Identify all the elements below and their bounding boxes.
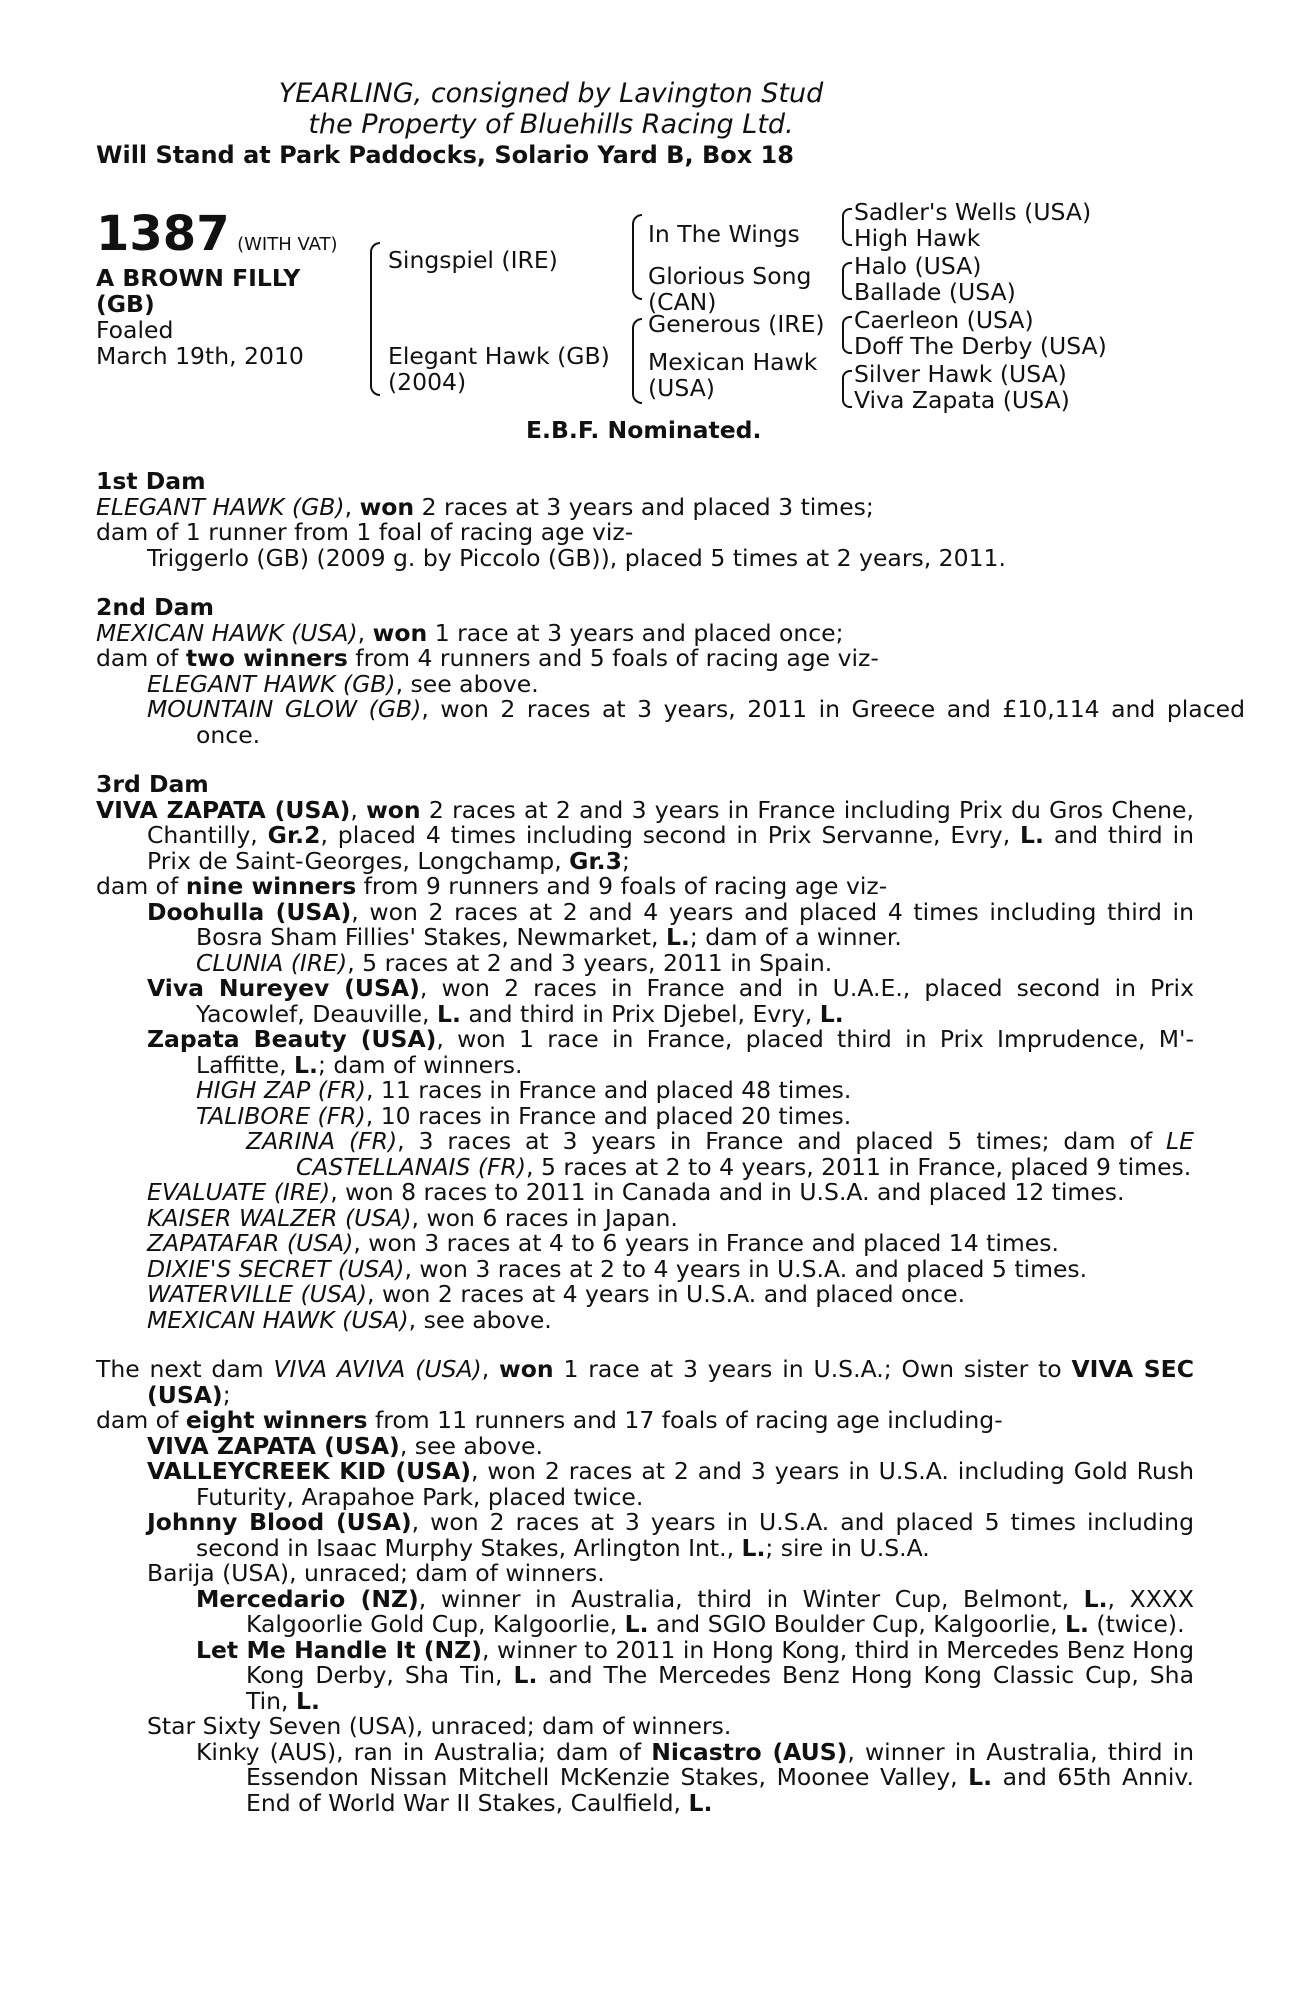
text-span: , won 6 races in Japan. [411,1203,678,1232]
text-span: two winners [185,644,348,672]
text-line: , [344,492,360,521]
progeny-name: EVALUATE (IRE) [147,1178,331,1206]
text-line [96,976,1194,1027]
sire-dam: Glorious Song [648,262,812,290]
pedigree-block [96,200,1196,445]
text-span: , placed 4 times including second in Prix Servanne, Evry, [320,821,1021,849]
sire-dam-dam: Ballade (USA) [854,278,1016,306]
first-dam-foal: Triggerlo (GB) (2009 g. by Piccolo (GB)), placed 5 times at 2 years, 2011. [147,543,1006,572]
text-span: , 5 races at 2 and 3 years, 2011 in Spain. [347,948,833,977]
sire-dam-brace [370,242,380,396]
text-span: ; [222,1380,231,1409]
dam-parents-brace [632,318,642,404]
text-span: , won 2 races at 3 years, 2011 in Greece and £10,114 and placed once. [196,695,1245,749]
progeny-name: MEXICAN HAWK (USA) [147,1305,409,1334]
text-span: , 11 races in France and placed 48 times. [365,1076,852,1104]
first-dam-section [96,469,1196,571]
text-line [96,669,1196,698]
dam-sire-sire: Caerleon (USA) [854,306,1034,334]
text-span: eight winners [185,1406,368,1434]
dam-dam-sire: Silver Hawk (USA) [854,360,1067,388]
text-span: ; [621,846,630,875]
text-span: won [372,618,428,647]
text-line [96,1101,1196,1130]
text-line [96,1129,1194,1180]
text-span: VIVA SEC (USA) [147,1355,1194,1409]
progeny-name: Barija (USA), unraced; dam of winners. [147,1559,605,1587]
text-span: Nicastro (AUS) [651,1737,848,1766]
progeny-name: ELEGANT HAWK (GB) [147,669,396,698]
sire-sire: In The Wings [648,220,800,248]
text-line [96,1282,1196,1308]
text-line [96,1180,1196,1206]
catalogue-page [96,78,1245,1817]
next-dam-name: VIVA AVIVA (USA) [273,1355,482,1383]
sire-dam-country: (CAN) [648,288,717,316]
text-span: won [359,492,415,521]
text-span: , see above. [395,669,539,698]
text-span: and The Mercedes Benz Hong Kong Classic Cup, Sha Tin, [246,1661,1194,1715]
progeny-name: KAISER WALZER (USA) [147,1203,412,1232]
dam-sire: Generous (IRE) [648,310,825,338]
dam-dam-dam: Viva Zapata (USA) [854,386,1070,414]
text-span: LE CASTELLANAIS (FR) [296,1127,1194,1181]
text-line [96,1431,1196,1460]
text-span: , won 3 races at 4 to 6 years in France and placed 14 times. [353,1229,1059,1257]
ds-brace [842,316,852,354]
text-span: , won 8 races to 2011 in Canada and in U.S.A. and placed 12 times. [330,1178,1125,1206]
progeny-name: VIVA ZAPATA (USA) [147,1431,400,1460]
progeny-name: Viva Nureyev (USA) [147,974,420,1002]
progeny-name: ZARINA (FR) [246,1127,398,1155]
text-line [96,1635,1194,1715]
text-line: , [350,795,367,824]
progeny-name: Kinky (AUS), ran in Australia; dam of [196,1737,652,1766]
foaled-label: Foaled [96,316,174,344]
text-span: L. [1083,1584,1108,1613]
dam-name: Elegant Hawk (GB) [388,342,610,370]
dam-year: (2004) [388,368,467,396]
progeny-name: Johnny Blood (USA) [147,1508,412,1536]
next-dam-section [96,1357,1196,1816]
header-property: the Property of Bluehills Racing Ltd. [308,109,794,140]
text-span: The next dam [96,1355,274,1383]
sire-dam-sire: Halo (USA) [854,252,982,280]
foaled-date: March 19th, 2010 [96,342,304,370]
text-span: , won 2 races at 2 and 4 years and placed 4 times including third in Bosra Sham Fillies' Stakes, Newmarket, [196,897,1194,951]
progeny-name: Star Sixty Seven (USA), unraced; dam of winners. [147,1712,732,1740]
ebf-nominated: E.B.F. Nominated. [526,416,762,444]
text-line [96,1027,1194,1078]
text-span: L. [294,1050,318,1079]
second-dam-name: MEXICAN HAWK (USA) [96,618,358,647]
text-span: L. [741,1533,766,1562]
text-line [96,795,1194,875]
lot-number: 1387 [96,206,230,262]
text-span: ; dam of a winner. [689,923,902,951]
dam-dam: Mexican Hawk [648,348,818,376]
text-span: L. [819,999,844,1028]
text-span: , XXXX Kalgoorlie Gold Cup, Kalgoorlie, [246,1584,1194,1638]
vat-label: (WITH VAT) [237,234,338,255]
second-dam-section [96,593,1245,749]
text-span: , won 2 races in France and in U.A.E., placed second in Prix Yacowlef, Deauville, [196,974,1194,1028]
text-span: , 10 races in France and placed 20 times. [365,1101,852,1130]
text-span: , won 1 race in France, placed third in Prix Imprudence, M'-Laffitte, [196,1025,1194,1079]
dam-sire-dam: Doff The Derby (USA) [854,332,1107,360]
sd-brace [842,262,852,300]
text-line [96,1254,1196,1283]
text-span: nine winners [185,872,357,900]
text-span: won [366,795,421,824]
text-span: and third in Prix Djebel, Evry, [460,999,820,1028]
text-span: ; sire in U.S.A. [765,1533,930,1562]
lot-description: A BROWN FILLY [96,264,301,292]
text-line [96,492,1196,521]
header-consignor: YEARLING, consigned by Lavington Stud [278,78,824,109]
text-span: Gr.3 [569,846,622,875]
text-span: L. [665,923,690,951]
third-dam-name: VIVA ZAPATA (USA) [96,795,351,824]
first-dam-name: ELEGANT HAWK (GB) [96,492,345,521]
text-line [96,1078,1196,1104]
text-span: , see above. [399,1431,543,1460]
text-line [96,1459,1194,1510]
text-span: won [499,1355,554,1383]
progeny-name: Mercedario (NZ) [196,1584,419,1613]
text-span: L. [1020,821,1044,849]
text-line [96,1584,1194,1638]
ss-brace [842,208,852,246]
text-line [96,1737,1194,1817]
text-span: 1 race at 3 years and placed once; [427,618,844,647]
text-span: from 4 runners and 5 foals of racing age viz- [347,644,879,672]
third-dam-section [96,772,1196,1333]
text-span: ; dam of winners. [317,1050,523,1079]
text-line [96,874,1196,900]
text-span: L. [688,1788,713,1817]
text-span: , winner in Australia, third in Essendon Nissan Mitchell McKenzie Stakes, Moonee Valley, [246,1737,1194,1791]
dd-brace [842,370,852,408]
text-span: L. [436,999,461,1028]
text-span: (twice). [1088,1610,1185,1638]
sire-parents-brace [632,214,642,300]
dam-dam-country: (USA) [648,374,715,402]
text-line [96,1305,1196,1334]
text-span: and third in Prix de Saint-Georges, Longchamp, [147,821,1194,875]
text-span: from 9 runners and 9 foals of racing age viz- [356,872,888,900]
text-span: , won 3 races at 2 to 4 years in U.S.A. and placed 5 times. [404,1254,1088,1283]
text-span: , won 2 races at 3 years in U.S.A. and placed 5 times including second in Isaac Murphy Stakes, Arlington Int., [196,1508,1194,1562]
lot-number-line [96,206,338,262]
progeny-name: Zapata Beauty (USA) [147,1025,437,1053]
text-line: , [357,618,373,647]
progeny-name: VALLEYCREEK KID (USA) [147,1457,472,1485]
text-span: , 3 races at 3 years in France and placed 5 times; dam of [397,1127,1167,1155]
text-span: , winner in Australia, third in Winter Cup, Belmont, [418,1584,1084,1613]
text-line [96,697,1245,748]
second-dam-title: 2nd Dam [96,593,214,621]
sire-sire-dam: High Hawk [854,224,981,252]
text-line [96,1510,1194,1561]
lot-origin: (GB) [96,290,155,318]
sire-sire-sire: Sadler's Wells (USA) [854,198,1092,226]
text-line [96,897,1194,951]
progeny-name: TALIBORE (FR) [196,1101,366,1130]
progeny-name: WATERVILLE (USA) [147,1280,368,1308]
text-line [96,948,1196,977]
text-span: , won 2 races at 4 years in U.S.A. and placed once. [367,1280,966,1308]
text-span: , see above. [408,1305,552,1334]
first-dam-produce-summary: dam of 1 runner from 1 foal of racing age viz- [96,518,634,546]
text-span: , 5 races at 2 to 4 years, 2011 in France, placed 9 times. [526,1152,1192,1181]
text-span: L. [1065,1610,1089,1638]
progeny-name: MOUNTAIN GLOW (GB) [147,695,422,723]
text-span: L. [296,1686,320,1715]
text-span: L. [624,1610,649,1638]
text-span: Gr.2 [267,821,321,849]
text-span: from 11 runners and 17 foals of racing age including- [367,1406,1003,1434]
progeny-name: CLUNIA (IRE) [196,948,348,977]
third-dam-title: 3rd Dam [96,770,209,798]
progeny-name: Doohulla (USA) [147,897,352,926]
progeny-name: Let Me Handle It (NZ) [196,1635,482,1664]
text-span: and SGIO Boulder Cup, Kalgoorlie, [648,1610,1066,1638]
text-line [96,1408,1196,1434]
header-location: Will Stand at Park Paddocks, Solario Yard B, Box 18 [96,141,794,169]
text-span: dam of [96,644,186,672]
first-dam-title: 1st Dam [96,467,206,495]
text-line [96,618,1196,647]
text-line: , [481,1355,500,1383]
text-span: , won 2 races at 2 and 3 years in U.S.A. including Gold Rush Futurity, Arapahoe Park, placed twice. [196,1457,1194,1511]
progeny-name: HIGH ZAP (FR) [196,1076,366,1104]
sire: Singspiel (IRE) [388,246,558,274]
text-span: L. [968,1763,993,1791]
text-span: dam of [96,1406,186,1434]
progeny-name: ZAPATAFAR (USA) [147,1229,354,1257]
text-line [96,1357,1194,1408]
text-span: and 65th Anniv. End of World War II Stakes, Caulfield, [246,1763,1194,1817]
text-line [96,1203,1196,1232]
text-span: 2 races at 3 years and placed 3 times; [414,492,874,521]
text-span: 1 race at 3 years in U.S.A.; Own sister to [553,1355,1072,1383]
text-span: dam of [96,872,186,900]
text-span: , winner to 2011 in Hong Kong, third in Mercedes Benz Hong Kong Derby, Sha Tin, [246,1635,1194,1689]
text-span: 2 races at 2 and 3 years in France including Prix du Gros Chene, Chantilly, [147,795,1194,849]
text-line [96,646,1196,672]
text-span: L. [513,1661,538,1689]
progeny-name: DIXIE'S SECRET (USA) [147,1254,405,1283]
text-line [96,1231,1196,1257]
